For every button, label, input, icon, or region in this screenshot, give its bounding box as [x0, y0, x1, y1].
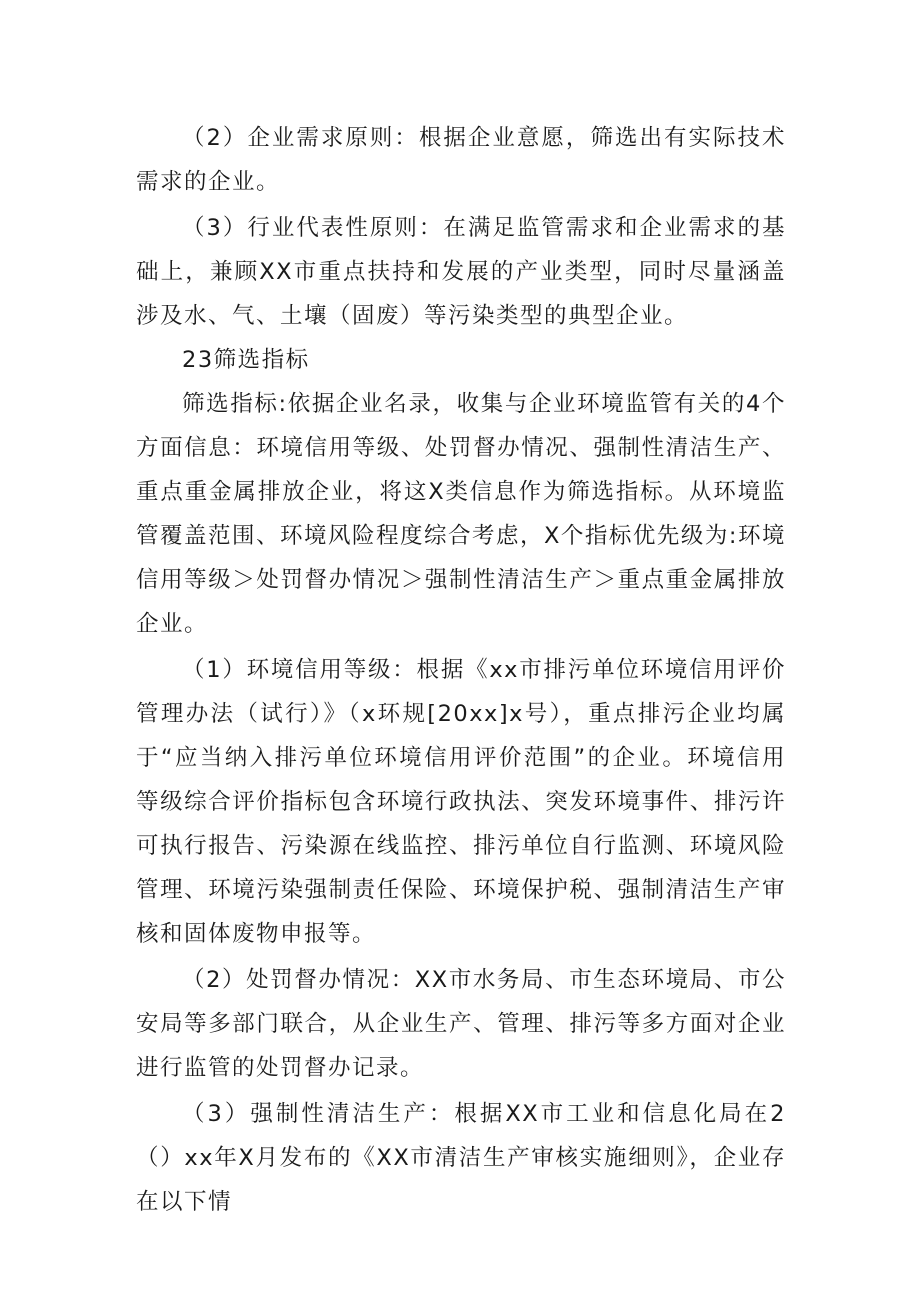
paragraph-environmental-credit-rating: （1）环境信用等级：根据《xx市排污单位环境信用评价管理办法（试行）》（x环规[20xx]x号），重点排污企业均属于“应当纳入排污单位环境信用评价范围”的企业。环境信用等级综合评价指标包含环境行政执法、突发环境事件、排污许可执行报告、污染源在线监控、排污单位自行监测、环境风险管理、环境污染强制责任保险、环境保护税、强制清洁生产审核和固体废物申报等。: [136, 657, 786, 947]
paragraph-screening-indicators: 筛选指标:依据企业名录，收集与企业环境监管有关的4个方面信息：环境信用等级、处罚督办情况、强制性清洁生产、重点重金属排放企业，将这X类信息作为筛选指标。从环境监管覆盖范围、环境风险程度综合考虑，X个指标优先级为:环境信用等级＞处罚督办情况＞强制性清洁生产＞重点重金属排放企业。: [136, 391, 786, 637]
section-heading-screening-indicators: 23筛选指标: [182, 347, 310, 373]
document-page: [136, 116, 786, 1224]
paragraph-penalty-supervision: （2）处罚督办情况：XX市水务局、市生态环境局、市公安局等多部门联合，从企业生产、管理、排污等多方面对企业进行监管的处罚督办记录。: [136, 967, 786, 1081]
paragraph-enterprise-demand-principle: （2）企业需求原则：根据企业意愿，筛选出有实际技术需求的企业。: [136, 125, 786, 195]
paragraph-industry-representativeness-principle: （3）行业代表性原则：在满足监管需求和企业需求的基础上，兼顾XX市重点扶持和发展的产业类型，同时尽量涵盖涉及水、气、土壤（固废）等污染类型的典型企业。: [136, 215, 786, 329]
paragraph-mandatory-cleaner-production: （3）强制性清洁生产：根据XX市工业和信息化局在2（）xx年X月发布的《XX市清洁生产审核实施细则》，企业存在以下情: [136, 1101, 786, 1215]
